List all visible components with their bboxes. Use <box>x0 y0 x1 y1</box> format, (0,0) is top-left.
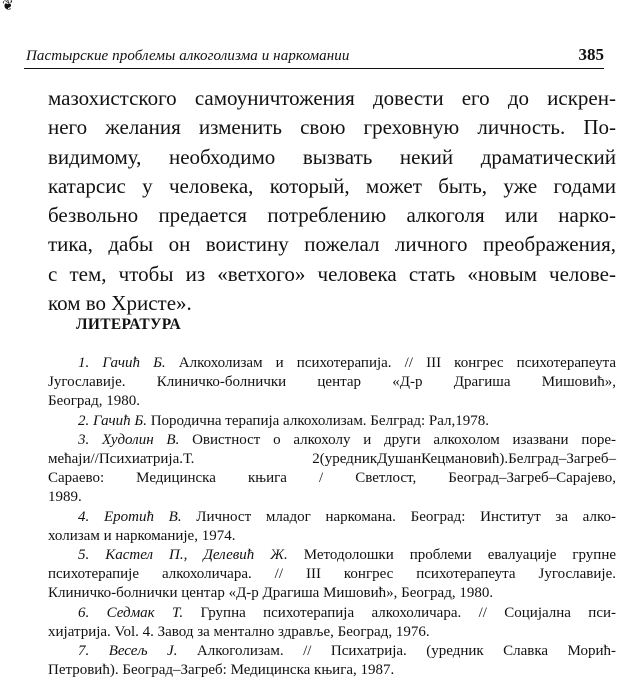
page-number: 385 <box>578 45 604 64</box>
reference-line <box>48 508 616 527</box>
body-paragraph <box>48 84 616 318</box>
reference-text: Алкохолизам и психотерапија. // III конгрес психотерапеута <box>165 355 616 371</box>
reference-text: Клиничко-болнички центар «Д-р Драгиша Мишовић», Београд, 1980. <box>48 585 494 602</box>
corner-ornament: ❦ <box>2 0 14 14</box>
running-head: Пастырские проблемы алкоголизма и наркомании <box>26 48 350 64</box>
reference-author: 7. Весељ Ј. <box>78 643 178 660</box>
reference-text: Београд, 1980. <box>48 393 140 410</box>
body-line: него желания изменить свою греховную личность. По- <box>48 115 616 140</box>
body-line: тика, дабы он воистину пожелал личного преображения, <box>48 232 616 257</box>
reference-text: хијатрија. Vol. 4. Завод за ментално здравље, Београд, 1976. <box>48 623 430 640</box>
reference-text: Петровић). Београд–Загреб: Медицинска књига, 1987. <box>48 662 395 679</box>
body-line: с тем, чтобы из «ветхого» человека стать «новым челове- <box>48 261 616 286</box>
body-line: катарсис у человека, который, может быть, уже годами <box>48 173 616 198</box>
reference-author: 6. Седмак Т. <box>78 604 184 621</box>
page-header <box>26 38 604 68</box>
reference-text: холизам и наркоманије, 1974. <box>48 527 236 544</box>
reference-text: Групна психотерапија алкохоличара. // Социјална пси- <box>183 604 617 621</box>
reference-author: 4. Еротић В. <box>78 508 182 525</box>
reference-line <box>48 450 616 469</box>
body-line: видимому, необходимо вызвать некий драматический <box>48 144 616 169</box>
reference-line <box>48 373 616 392</box>
reference-author: 2. Гачић Б. <box>78 412 147 429</box>
reference-list <box>48 354 616 680</box>
reference-text: мећаји//Психиатрија.Т. 2(уредникДушанКецмановић).Белград–Загреб– <box>48 451 616 468</box>
reference-text: Методолошки проблеми евалуације групне <box>287 547 617 564</box>
reference-line <box>48 354 616 373</box>
reference-line <box>48 623 616 642</box>
reference-text: Овистност о алкохолу и други алкохолом изазвани поре- <box>179 431 616 448</box>
reference-line <box>48 469 616 488</box>
reference-line <box>48 431 616 450</box>
body-line: ком во Христе». <box>48 291 192 316</box>
reference-author: 1. Гачић Б. <box>78 355 166 371</box>
header-rule <box>24 68 604 69</box>
literature-heading: ЛИТЕРАТУРА <box>76 316 181 333</box>
reference-line <box>48 661 616 680</box>
reference-line <box>48 527 616 546</box>
reference-text: Алкоголизам. // Психатрија. (уредник Славка Морић- <box>177 643 616 660</box>
reference-line <box>48 546 616 565</box>
reference-line <box>48 412 616 431</box>
reference-line <box>48 642 616 661</box>
reference-text: Личност младог наркомана. Београд: Институт за алко- <box>181 508 616 525</box>
reference-line <box>48 565 616 584</box>
reference-line <box>48 584 616 603</box>
body-line: безвольно предается потреблению алкоголя или нарко- <box>48 203 616 228</box>
reference-author: 5. Кастел П., Делевић Ж. <box>78 547 288 564</box>
body-line: мазохистского самоуничтожения довести его до искрен- <box>48 86 616 110</box>
reference-line <box>48 392 616 411</box>
reference-author: 3. Худолин В. <box>78 431 180 448</box>
reference-text: психотерапије алкохоличара. // III конгрес психотерапеута Југославије. <box>48 566 616 583</box>
reference-text: Сараево: Медицинска књига / Светлост, Београд–Загреб–Сарајево, <box>48 470 616 487</box>
reference-line <box>48 604 616 623</box>
reference-text: Југославије. Клиничко-болнички центар «Д-р Драгиша Мишовић», <box>48 374 616 391</box>
reference-text: 1989. <box>48 489 82 506</box>
reference-line <box>48 488 616 507</box>
reference-text: Породична терапија алкохолизам. Белград: Рал,1978. <box>146 412 490 429</box>
